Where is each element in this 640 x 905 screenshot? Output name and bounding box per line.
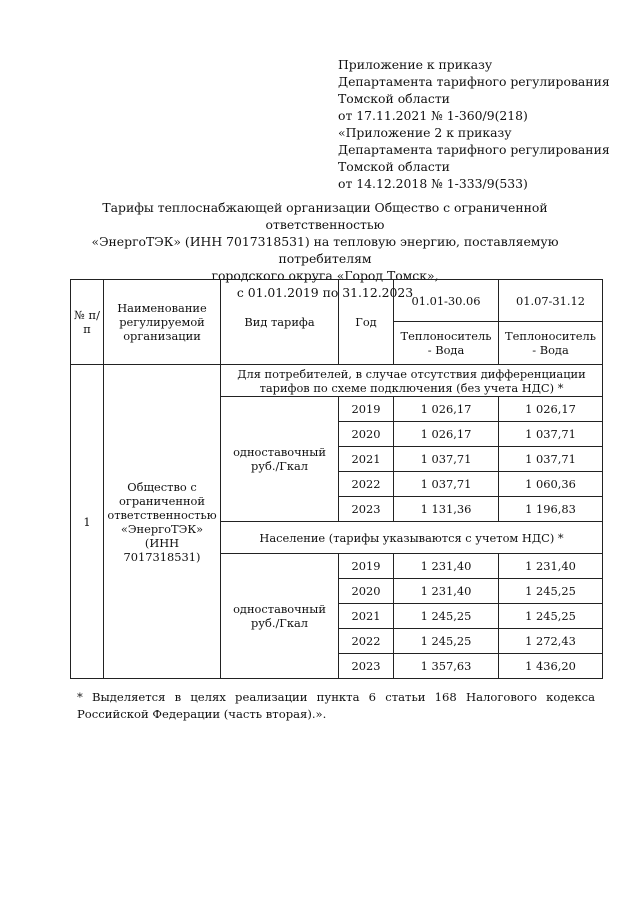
title-line: городского округа «Город Томск»,: [211, 268, 439, 283]
header-period-2: 01.07-31.12: [499, 280, 603, 322]
title-line: Тарифы теплоснабжающей организации Общество с ограниченной ответственностью: [102, 200, 548, 232]
year-cell: 2022: [339, 629, 394, 654]
value-cell: 1 060,36: [499, 472, 603, 497]
header-line: от 17.11.2021 № 1-360/9(218): [338, 108, 528, 123]
header-line: Томской области: [338, 159, 450, 174]
title-line: с 01.01.2019 по 31.12.2023: [236, 285, 414, 300]
section-caption-consumers: Для потребителей, в случае отсутствия дифференциации тарифов по схеме подключения (без учета НДС) *: [221, 365, 603, 397]
header-line: Приложение к приказу: [338, 57, 493, 72]
value-cell: 1 436,20: [499, 654, 603, 679]
value-cell: 1 357,63: [394, 654, 499, 679]
header-line: от 14.12.2018 № 1-333/9(533): [338, 176, 528, 191]
value-cell: 1 026,17: [499, 397, 603, 422]
tariff-label: одноставочный руб./Гкал: [221, 397, 339, 522]
year-cell: 2020: [339, 579, 394, 604]
header-num: № п/п: [71, 280, 104, 365]
year-cell: 2019: [339, 554, 394, 579]
value-cell: 1 196,83: [499, 497, 603, 522]
value-cell: 1 272,43: [499, 629, 603, 654]
tariff-label: одноставочный руб./Гкал: [221, 554, 339, 679]
value-cell: 1 245,25: [394, 629, 499, 654]
value-cell: 1 037,71: [394, 447, 499, 472]
tariff-table: [70, 279, 603, 679]
header-line: Департамента тарифного регулирования: [338, 142, 610, 157]
value-cell: 1 231,40: [499, 554, 603, 579]
value-cell: 1 037,71: [394, 472, 499, 497]
header-line: Томской области: [338, 91, 450, 106]
header-line: «Приложение 2 к приказу: [338, 125, 512, 140]
value-cell: 1 245,25: [499, 604, 603, 629]
value-cell: 1 026,17: [394, 422, 499, 447]
organization-name: Общество с ограниченной ответственностью «ЭнергоТЭК» (ИНН 7017318531): [104, 365, 221, 679]
value-cell: 1 131,36: [394, 497, 499, 522]
value-cell: 1 037,71: [499, 422, 603, 447]
year-cell: 2023: [339, 497, 394, 522]
value-cell: 1 231,40: [394, 579, 499, 604]
year-cell: 2023: [339, 654, 394, 679]
title-line: «ЭнергоТЭК» (ИНН 7017318531) на тепловую энергию, поставляемую потребителям: [91, 234, 559, 266]
order-header: [338, 56, 628, 192]
header-carrier-1: Теплоноситель - Вода: [394, 322, 499, 365]
row-number: 1: [71, 365, 104, 679]
year-cell: 2022: [339, 472, 394, 497]
header-carrier-2: Теплоноситель - Вода: [499, 322, 603, 365]
year-cell: 2020: [339, 422, 394, 447]
header-year: Год: [339, 280, 394, 365]
header-line: Департамента тарифного регулирования: [338, 74, 610, 89]
value-cell: 1 026,17: [394, 397, 499, 422]
year-cell: 2021: [339, 604, 394, 629]
section-caption-population: Население (тарифы указываются с учетом НДС) *: [221, 522, 603, 554]
value-cell: 1 245,25: [499, 579, 603, 604]
year-cell: 2021: [339, 447, 394, 472]
footnote: * Выделяется в целях реализации пункта 6 статьи 168 Налогового кодекса Российской Федерации (часть вторая).».: [77, 690, 595, 721]
year-cell: 2019: [339, 397, 394, 422]
header-period-1: 01.01-30.06: [394, 280, 499, 322]
value-cell: 1 231,40: [394, 554, 499, 579]
value-cell: 1 245,25: [394, 604, 499, 629]
value-cell: 1 037,71: [499, 447, 603, 472]
header-org: Наименование регулируемой организации: [104, 280, 221, 365]
header-tariff-type: Вид тарифа: [221, 280, 339, 365]
